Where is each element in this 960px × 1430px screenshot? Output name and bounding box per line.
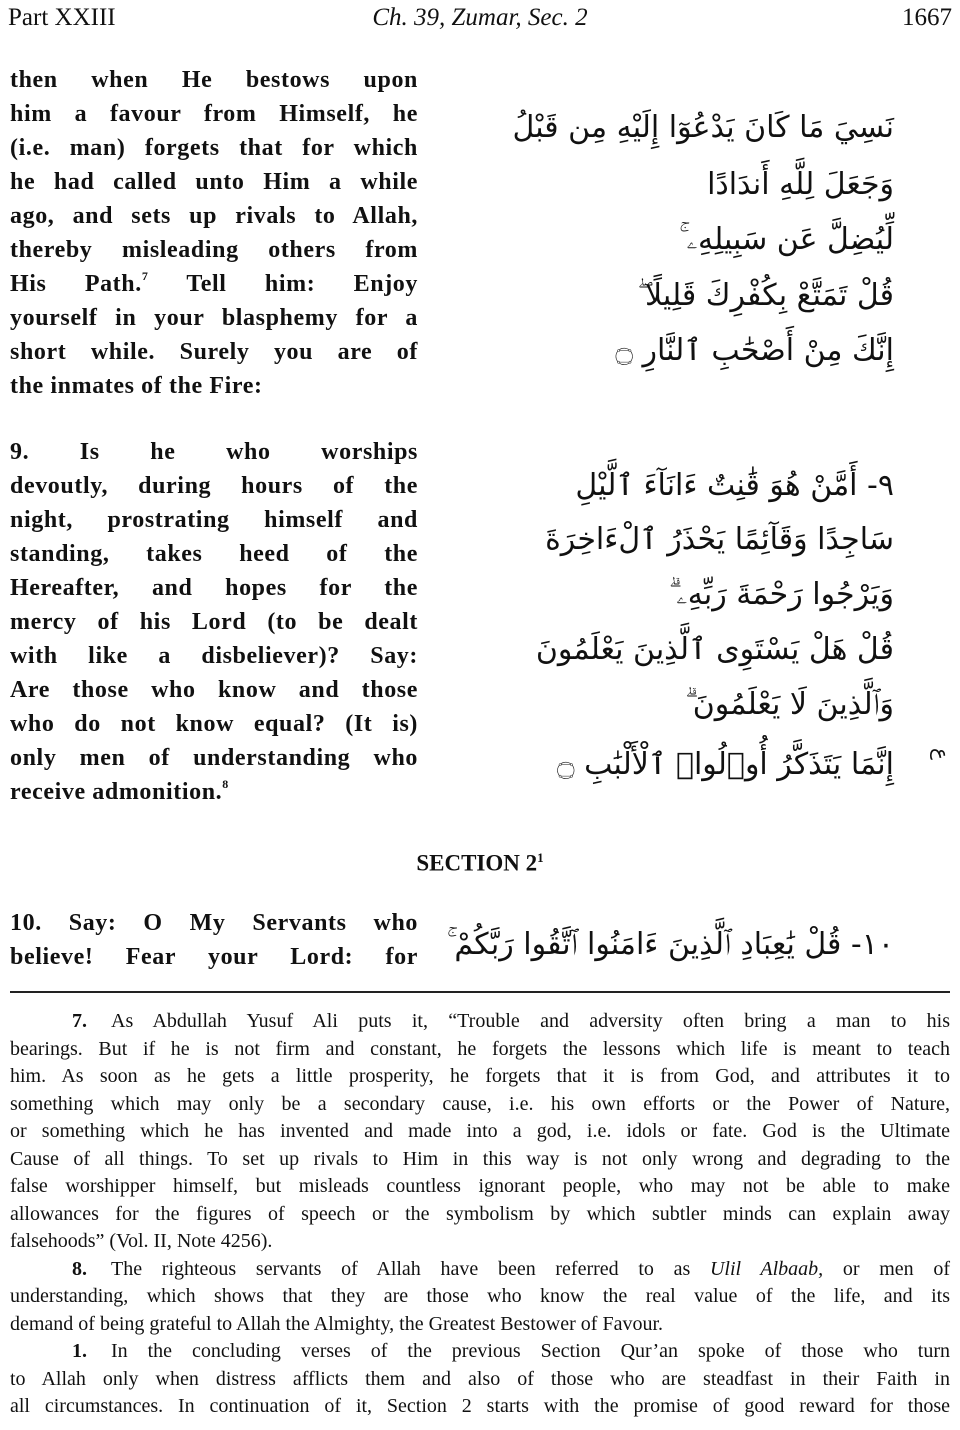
translation-line <box>10 940 418 974</box>
footnote-text: demand of being grateful to Allah the Almighty, the Greatest Bestower of Favour. <box>10 1312 663 1335</box>
footnote-divider <box>10 991 950 993</box>
arabic-line: سَاجِدًا وَقَآئِمًا يَحْذَرُ ٱلْءَاخِرَةَ <box>545 522 894 557</box>
verse-8-translation <box>10 63 418 403</box>
footnote-text: falsehoods” (Vol. II, Note 4256). <box>10 1230 273 1252</box>
line-text: mercy of his Lord (to be dealt <box>10 609 418 635</box>
arabic-line: وَجَعَلَ لِلَّهِ أَندَادًا <box>707 167 894 202</box>
line-text: (i.e. man) forgets that for which <box>10 135 418 161</box>
footnote-text: The righteous servants of Allah have been referred to as <box>111 1257 710 1280</box>
page-number: 1667 <box>902 4 952 31</box>
footnote-text: him. As soon as he gets a little prosperity, he forgets that it is from God, and attributes it to <box>10 1065 950 1087</box>
line-text: then when He bestows upon <box>10 67 418 93</box>
footnote-line <box>10 1036 950 1064</box>
line-text: who do not know equal? (It is) <box>10 711 418 737</box>
footnote-ref: 7 <box>141 269 149 283</box>
translation-line <box>10 571 418 605</box>
verse-10-translation <box>10 906 418 974</box>
section-heading <box>0 842 960 880</box>
footnote-text: to Allah only when distress afflicts them and also of those who are steadfast in their Faith in <box>10 1367 950 1390</box>
line-text: standing, takes heed of the <box>10 541 418 567</box>
translation-line <box>10 165 418 199</box>
footnote-line <box>10 1063 950 1091</box>
footnote-line <box>10 1311 950 1339</box>
footnote-number: 7. <box>72 1010 87 1032</box>
footnote-line <box>10 1366 950 1394</box>
footnote-line <box>10 1338 950 1366</box>
footnote-line <box>10 1393 950 1421</box>
footnote-text: all circumstances. In continuation of it, Section 2 starts with the promise of good reward for those <box>10 1395 950 1417</box>
arabic-line: قُلْ تَمَتَّعْ بِكُفْرِكَ قَلِيلًا ۖ <box>637 278 894 313</box>
line-text: he had called unto Him a while <box>10 169 418 195</box>
footnote-line <box>10 1118 950 1146</box>
translation-line <box>10 605 418 639</box>
footnote-text: In the concluding verses of the previous Section Qur’an spoke of those who turn <box>111 1340 950 1362</box>
translation-line <box>10 435 418 469</box>
footnotes <box>10 1008 950 1421</box>
footnote-text: Cause of all things. To set up rivals to Him in this way is not only wrong and degrading to the <box>10 1147 950 1170</box>
translation-line <box>10 63 418 97</box>
section-footnote-ref: 1 <box>537 850 544 865</box>
verse-9-translation <box>10 435 418 809</box>
footnote-text: bearings. But if he is not firm and constant, he forgets the lessons which life is meant to teach <box>10 1037 950 1060</box>
footnote-line <box>10 1173 950 1201</box>
line-text: short while. Surely you are of <box>10 339 418 365</box>
footnote-italic-term: Ulil Albaab, <box>709 1257 824 1280</box>
ruku-marker: ع <box>930 748 954 760</box>
translation-line <box>10 97 418 131</box>
footnote-text: understanding, which shows that they are those who know the real value of the life, and its <box>10 1285 950 1307</box>
footnote-ref: 8 <box>222 777 229 791</box>
translation-line <box>10 707 418 741</box>
translation-line <box>10 906 418 940</box>
line-text: the inmates of the Fire: <box>10 373 263 399</box>
section-title: SECTION 2 <box>416 850 538 876</box>
translation-line <box>10 639 418 673</box>
line-text: only men of understanding who <box>10 745 418 771</box>
footnote-line <box>10 1228 950 1256</box>
arabic-line: ١٠- قُلْ يَٰعِبَادِ ٱلَّذِينَ ءَامَنُوا ٱتَّقُوا رَبَّكُمْ ۚ <box>446 927 894 962</box>
line-text: thereby misleading others from <box>10 237 418 263</box>
translation-line <box>10 469 418 503</box>
line-text: receive admonition. <box>10 779 223 805</box>
translation-line <box>10 775 418 809</box>
footnote-line <box>10 1201 950 1229</box>
line-text: 9. Is he who worships <box>10 439 418 465</box>
footnote-line <box>10 1008 950 1036</box>
translation-line <box>10 741 418 775</box>
arabic-line: إِنَّمَا يَتَذَكَّرُ أُو۟لُوا۟ ٱلْأَلْبَٰبِ ۝ <box>556 747 894 782</box>
line-text: believe! Fear your Lord: for <box>10 944 418 970</box>
translation-line <box>10 503 418 537</box>
running-head-chapter: Ch. 39, Zumar, Sec. 2 <box>372 4 588 31</box>
line-text: yourself in your blasphemy for a <box>10 305 418 331</box>
line-text: Tell him: Enjoy <box>148 271 418 297</box>
line-text: Hereafter, and hopes for the <box>10 575 418 601</box>
line-text: Are those who know and those <box>10 677 418 703</box>
translation-line <box>10 335 418 369</box>
translation-line <box>10 301 418 335</box>
footnote-text: false worshipper himself, but misleads countless ignorant people, who may not be able to make <box>10 1175 950 1197</box>
line-text: him a favour from Himself, he <box>10 101 418 127</box>
footnote-text: something which may only be a secondary cause, i.e. his own efforts or the Power of Nature, <box>10 1092 950 1115</box>
line-text: ago, and sets up rivals to Allah, <box>10 203 418 229</box>
footnote-line <box>10 1146 950 1174</box>
footnote-text: As Abdullah Yusuf Ali puts it, “Trouble and adversity often bring a man to his <box>111 1010 950 1032</box>
arabic-line: ٩- أَمَّنْ هُوَ قَٰنِتٌ ءَانَآءَ ٱلَّيْلِ <box>575 468 894 503</box>
line-text: devoutly, during hours of the <box>10 473 418 499</box>
translation-line <box>10 199 418 233</box>
translation-line <box>10 673 418 707</box>
footnote-line <box>10 1091 950 1119</box>
line-text: His Path. <box>10 271 142 297</box>
arabic-line: قُلْ هَلْ يَسْتَوِى ٱلَّذِينَ يَعْلَمُونَ <box>535 632 894 667</box>
footnote-number: 8. <box>72 1257 87 1280</box>
arabic-line: نَسِيَ مَا كَانَ يَدْعُوٓا إِلَيْهِ مِن قَبْلُ <box>512 110 894 145</box>
translation-line <box>10 233 418 267</box>
running-head-part: Part XXIII <box>8 4 116 31</box>
translation-line <box>10 369 418 403</box>
footnote-number: 1. <box>72 1340 87 1362</box>
footnote-text: or something which he has invented and made into a god, i.e. idols or fate. God is the Ultimate <box>10 1120 950 1142</box>
footnote-text: allowances for the figures of speech or the symbolism by which subtler minds can explain away <box>10 1202 950 1225</box>
footnote-text: or men of <box>823 1257 950 1280</box>
arabic-line: وَيَرْجُوا رَحْمَةَ رَبِّهِۦ ۗ <box>668 577 894 612</box>
line-text: night, prostrating himself and <box>10 507 418 533</box>
footnote-line <box>10 1256 950 1284</box>
translation-line <box>10 131 418 165</box>
line-text: 10. Say: O My Servants who <box>10 910 418 936</box>
line-text: with like a disbeliever)? Say: <box>10 643 418 669</box>
arabic-line: إِنَّكَ مِنْ أَصْحَٰبِ ٱلنَّارِ ۝ <box>615 333 894 368</box>
translation-line <box>10 537 418 571</box>
footnote-line <box>10 1283 950 1311</box>
arabic-line: لِّيُضِلَّ عَن سَبِيلِهِۦ ۚ <box>679 222 894 257</box>
arabic-line: وَٱلَّذِينَ لَا يَعْلَمُونَ ۗ <box>685 687 894 722</box>
translation-line <box>10 267 418 301</box>
